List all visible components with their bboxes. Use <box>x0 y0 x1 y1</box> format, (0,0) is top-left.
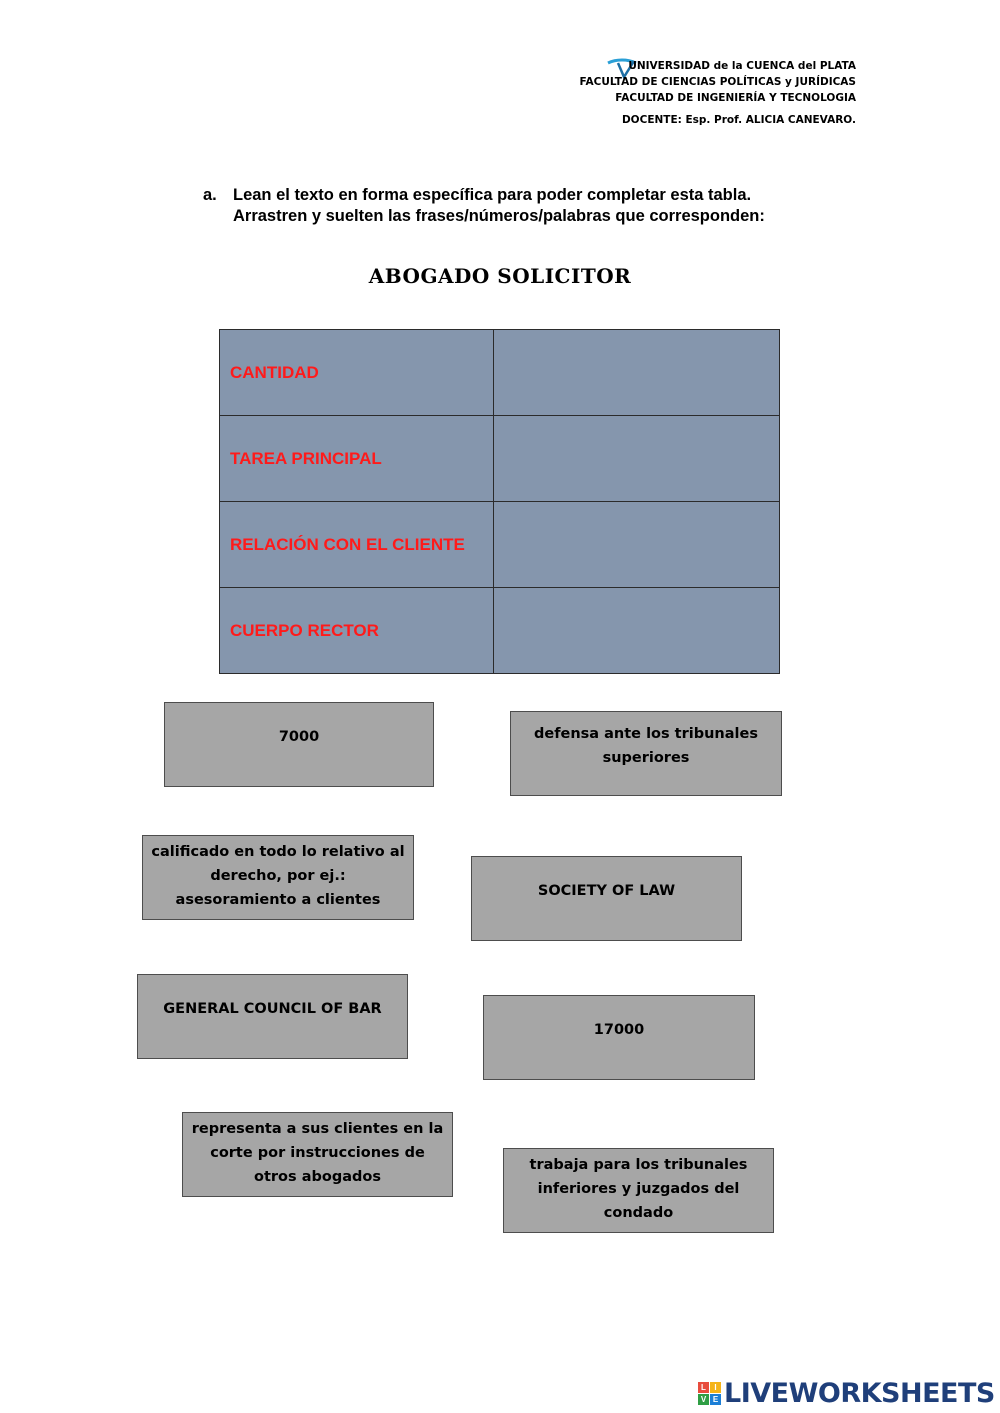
header-line-faculty-law: FACULTAD DE CIENCIAS POLÍTICAS y JURÍDICAS <box>579 76 856 88</box>
drop-zone-cantidad[interactable] <box>494 330 780 416</box>
logo-letter: V <box>698 1394 709 1405</box>
row-label-relacion-cliente: RELACIÓN CON EL CLIENTE <box>220 502 494 588</box>
logo-letter: E <box>710 1394 721 1405</box>
table-row <box>220 502 780 588</box>
drag-card-trabaja[interactable]: trabaja para los tribunales inferiores y juzgados del condado <box>503 1148 774 1233</box>
brand-text: LIVEWORKSHEETS <box>724 1377 995 1409</box>
list-marker: a. <box>203 186 217 204</box>
drag-card-general-council[interactable]: GENERAL COUNCIL OF BAR <box>137 974 408 1059</box>
header-line-university: UNIVERSIDAD de la CUENCA del PLATA <box>628 60 856 72</box>
liveworksheets-logo-icon <box>698 1382 721 1405</box>
header-docente: DOCENTE: Esp. Prof. ALICIA CANEVARO. <box>621 114 856 126</box>
logo-letter: L <box>698 1382 709 1393</box>
instructions <box>203 185 765 227</box>
university-header <box>580 58 856 128</box>
instructions-line-2: Arrastren y suelten las frases/números/palabras que corresponden: <box>233 207 765 225</box>
drop-zone-cuerpo-rector[interactable] <box>494 588 780 674</box>
row-label-cantidad: CANTIDAD <box>220 330 494 416</box>
table-row <box>220 588 780 674</box>
drag-card-calificado[interactable]: calificado en todo lo relativo al derecho, por ej.: asesoramiento a clientes <box>142 835 414 920</box>
instructions-line-1: Lean el texto en forma específica para poder completar esta tabla. <box>233 186 752 204</box>
row-label-cuerpo-rector: CUERPO RECTOR <box>220 588 494 674</box>
liveworksheets-brand <box>698 1376 995 1410</box>
drop-zone-tarea-principal[interactable] <box>494 416 780 502</box>
drag-card-17000[interactable]: 17000 <box>483 995 755 1080</box>
drag-card-7000[interactable]: 7000 <box>164 702 434 787</box>
header-line-faculty-engineering: FACULTAD DE INGENIERÍA Y TECNOLOGIA <box>615 92 856 104</box>
drag-card-society-of-law[interactable]: SOCIETY OF LAW <box>471 856 742 941</box>
drag-card-representa[interactable]: representa a sus clientes en la corte por instrucciones de otros abogados <box>182 1112 453 1197</box>
logo-letter: I <box>710 1382 721 1393</box>
table-row <box>220 416 780 502</box>
row-label-tarea-principal: TAREA PRINCIPAL <box>220 416 494 502</box>
answer-table <box>219 329 780 674</box>
page-title: ABOGADO SOLICITOR <box>368 264 632 288</box>
drag-card-defensa-tribunales[interactable]: defensa ante los tribunales superiores <box>510 711 782 796</box>
table-row <box>220 330 780 416</box>
drop-zone-relacion-cliente[interactable] <box>494 502 780 588</box>
